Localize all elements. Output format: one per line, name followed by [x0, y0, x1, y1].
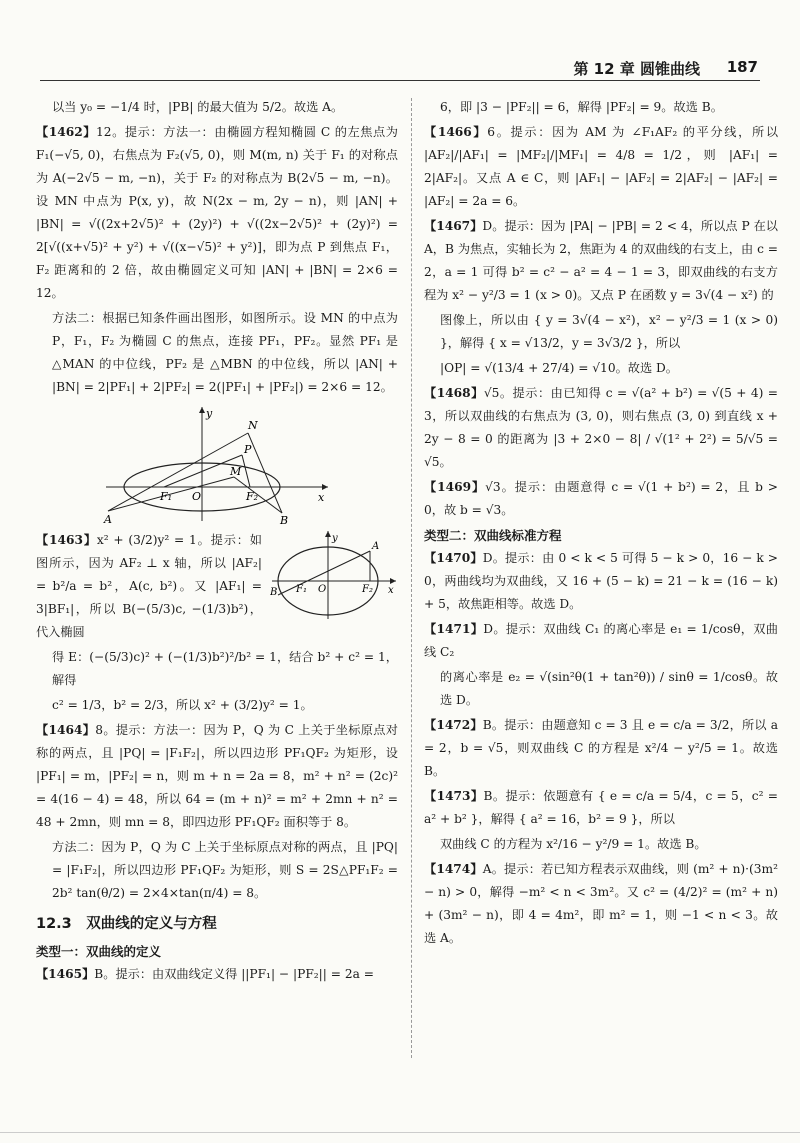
problem-index: 【1468】: [424, 386, 484, 400]
solution-text: √5。提示：由已知得 c = √(a² + b²) = √(5 + 4) = 3，所以双曲线的右焦点为 (3, 0)，则右焦点 (3, 0) 到直线 x + 2y − 8 = 0 的距离为 |3 + 2×0 − 8| / √(1² + 2²) = 5/√5 = √5。: [424, 386, 779, 469]
solution-text: 的离心率是 e₂ = √(sin²θ(1 + tan²θ)) / sinθ = 1/cosθ。故选 D。: [440, 670, 778, 707]
problem-1465: [36, 963, 398, 986]
point-label-O: O: [318, 584, 327, 595]
solution-text: 方法二：根据已知条件画出图形，如图所示。设 MN 的中点为 P，F₁，F₂ 为椭圆 C 的焦点，连接 PF₁，PF₂。显然 PF₁ 是 △MAN 的中位线，PF₂ 是 △MBN 的中位线，所以 |AN| + |BN| = 2|PF₁| + 2|PF₂| = 2(|PF₁| + |PF₂|) = 2×6 = 12。: [52, 311, 398, 394]
problem-1462: [36, 121, 398, 399]
point-label-B: B: [280, 514, 289, 525]
point-label-N: N: [248, 419, 258, 432]
type-title: 类型一：双曲线的定义: [36, 944, 162, 959]
problem-index: 【1473】: [424, 789, 484, 803]
axis-label-x: x: [318, 491, 325, 504]
page-header: [0, 58, 800, 82]
type-title: 类型二：双曲线标准方程: [424, 528, 562, 543]
solution-text: B。提示：依题意有 { e = c/a = 5/4，c = 5，c² = a² + b² }，解得 { a² = 16，b² = 9 }，所以: [424, 789, 778, 826]
page-bottom-edge: [0, 1132, 800, 1133]
solution-text: 8。提示：方法一：因为 P，Q 为 C 上关于坐标原点对称的两点，且 |PQ| = |F₁F₂|，所以四边形 PF₁QF₂ 为矩形，设 |PF₁| = m，|PF₂| = n，则 m + n = 2a = 8，m² + n² = (2c)² = 4(16 − 4) = 48，所以 64 = (m + n)² = m² + 2mn + n² = 48 + 2mn，则 mn = 8，即四边形 PF₁QF₂ 面积等于 8。: [36, 723, 398, 829]
problem-index: 【1470】: [424, 551, 483, 565]
ellipse-figure-1462: [102, 403, 332, 525]
left-column: [36, 96, 398, 988]
problem-index: 【1466】: [424, 125, 488, 139]
point-label-F1: F₁: [296, 584, 307, 595]
point-label-A: A: [372, 541, 380, 552]
page-number: 187: [726, 58, 758, 76]
solution-text: 得 E：(−(5/3)c)² + (−(1/3)b²)²/b² = 1，结合 b² + c² = 1，解得: [52, 650, 398, 687]
problem-index: 【1464】: [36, 723, 96, 737]
problem-1472: [424, 714, 778, 783]
point-label-B: B: [270, 587, 278, 598]
point-label-F2: F₂: [246, 490, 259, 503]
solution-text: D。提示：因为 |PA| − |PB| = 2 < 4，所以点 P 在以 A，B 为焦点，实轴长为 2，焦距为 4 的双曲线的右支上，由 c = 2，a = 1 可得 b² = c² − a² = 4 − 1 = 3，即双曲线的右支方程为 x² − y²/3 = 1 (x > 0)。又点 P 在函数 y = 3√(4 − x²) 的: [424, 219, 778, 302]
solution-text: √3。提示：由题意得 c = √(1 + b²) = 2，且 b > 0，故 b = √3。: [424, 480, 778, 517]
solution-text: B。提示：由双曲线定义得 ||PF₁| − |PF₂|| = 2a =: [94, 967, 374, 981]
problem-index: 【1469】: [424, 480, 486, 494]
column-divider: [411, 98, 412, 1058]
problem-1463: [36, 529, 398, 717]
solution-text: 6。提示：因为 AM 为 ∠F₁AF₂ 的平分线，所以 |AF₂|/|AF₁| = |MF₂|/|MF₁| = 4/8 = 1/2，则 |AF₁| = 2|AF₂|。又点 A ∈ C，则 |AF₁| − |AF₂| = 2|AF₂| − |AF₂| = |AF₂| = 2a = 6。: [424, 125, 779, 208]
chapter-title: 第 12 章 圆锥曲线: [573, 60, 700, 78]
problem-1467: [424, 215, 778, 380]
axis-label-y: y: [332, 533, 338, 544]
solution-text: x² + (3/2)y² = 1。提示：如图所示，因为 AF₂ ⊥ x 轴，所以 |AF₂| = b²/a = b²，A(c, b²)。又 |AF₁| = 3|BF₁|，所以 B(−(5/3)c, −(1/3)b²)，代入椭圆: [36, 533, 262, 639]
continued-text: 6，即 |3 − |PF₂|| = 6，解得 |PF₂| = 9。故选 B。: [440, 100, 723, 114]
section-title: 12.3 双曲线的定义与方程: [36, 916, 217, 932]
problem-index: 【1471】: [424, 622, 484, 636]
solution-text: D。提示：由 0 < k < 5 可得 5 − k > 0，16 − k > 0，两曲线均为双曲线，又 16 + (5 − k) = 21 − k = (16 − k) + 5，故焦距相等。故选 D。: [424, 551, 779, 611]
solution-text: 图像上，所以由 { y = 3√(4 − x²)，x² − y²/3 = 1 (x > 0) }，解得 { x = √13/2，y = 3√3/2 }，所以: [440, 313, 778, 350]
point-label-A: A: [104, 513, 112, 525]
problem-1466: [424, 121, 778, 213]
axis-label-y: y: [206, 407, 213, 420]
point-label-O: O: [192, 490, 202, 503]
axis-label-x: x: [388, 585, 394, 596]
header-rule: [40, 80, 760, 81]
ellipse-figure-1463: [270, 529, 398, 621]
problem-1471: [424, 618, 778, 712]
problem-index: 【1462】: [36, 125, 97, 139]
problem-1469: [424, 476, 778, 522]
intro-text: 以当 y₀ = −1/4 时，|PB| 的最大值为 5/2。故选 A。: [52, 100, 344, 114]
problem-index: 【1474】: [424, 862, 483, 876]
problem-1470: [424, 547, 778, 616]
problem-1468: [424, 382, 778, 474]
solution-text: |OP| = √(13/4 + 27/4) = √10。故选 D。: [440, 361, 678, 375]
problem-1474: [424, 858, 778, 950]
problem-1464: [36, 719, 398, 905]
point-label-P: P: [244, 443, 252, 456]
problem-index: 【1467】: [424, 219, 483, 233]
problem-index: 【1472】: [424, 718, 483, 732]
point-label-F1: F₁: [160, 490, 173, 503]
problem-index: 【1465】: [36, 967, 95, 981]
solution-text: 双曲线 C 的方程为 x²/16 − y²/9 = 1。故选 B。: [440, 837, 707, 851]
solution-text: c² = 1/3，b² = 2/3，所以 x² + (3/2)y² = 1。: [52, 698, 313, 712]
solution-text: D。提示：双曲线 C₁ 的离心率是 e₁ = 1/cosθ，双曲线 C₂: [424, 622, 778, 659]
point-label-M: M: [230, 465, 242, 478]
solution-text: 方法二：因为 P，Q 为 C 上关于坐标原点对称的两点，且 |PQ| = |F₁F₂|，所以四边形 PF₁QF₂ 为矩形，则 S = 2S△PF₁F₂ = 2b² tan(θ/2) = 2×4×tan(π/4) = 8。: [52, 840, 398, 900]
solution-text: A。提示：若已知方程表示双曲线，则 (m² + n)·(3m² − n) > 0，解得 −m² < n < 3m²。又 c² = (4/2)² = (m² + n) + (3m² − n)，即 4 = 4m²，即 m² = 1，则 −1 < n < 3。故选 A。: [424, 862, 779, 945]
problem-1473: [424, 785, 778, 856]
solution-text: 12。提示：方法一：由椭圆方程知椭圆 C 的左焦点为 F₁(−√5, 0)，右焦点为 F₂(√5, 0)，则 M(m, n) 关于 F₁ 的对称点为 A(−2√5 − m, −n)，关于 F₂ 的对称点为 B(2√5 − m, −n)。设 MN 中点为 P(x, y)，故 N(2x − m, 2y − n)，则 |AN| + |BN| = √((2x+2√5)² + (2y)²) + √((2x−2√5)² + (2y)²) = 2[√((x+√5)² + y²) + √((x−√5)² + y²)]，即为点 P 到焦点 F₁，F₂ 距离和的 2 倍，故由椭圆定义可知 |AN| + |BN| = 2×6 = 12。: [36, 125, 398, 300]
right-column: [424, 96, 778, 952]
solution-text: B。提示：由题意知 c = 3 且 e = c/a = 3/2，所以 a = 2，b = √5，则双曲线 C 的方程是 x²/4 − y²/5 = 1。故选 B。: [424, 718, 779, 778]
problem-index: 【1463】: [36, 533, 97, 547]
point-label-F2: F₂: [362, 584, 373, 595]
